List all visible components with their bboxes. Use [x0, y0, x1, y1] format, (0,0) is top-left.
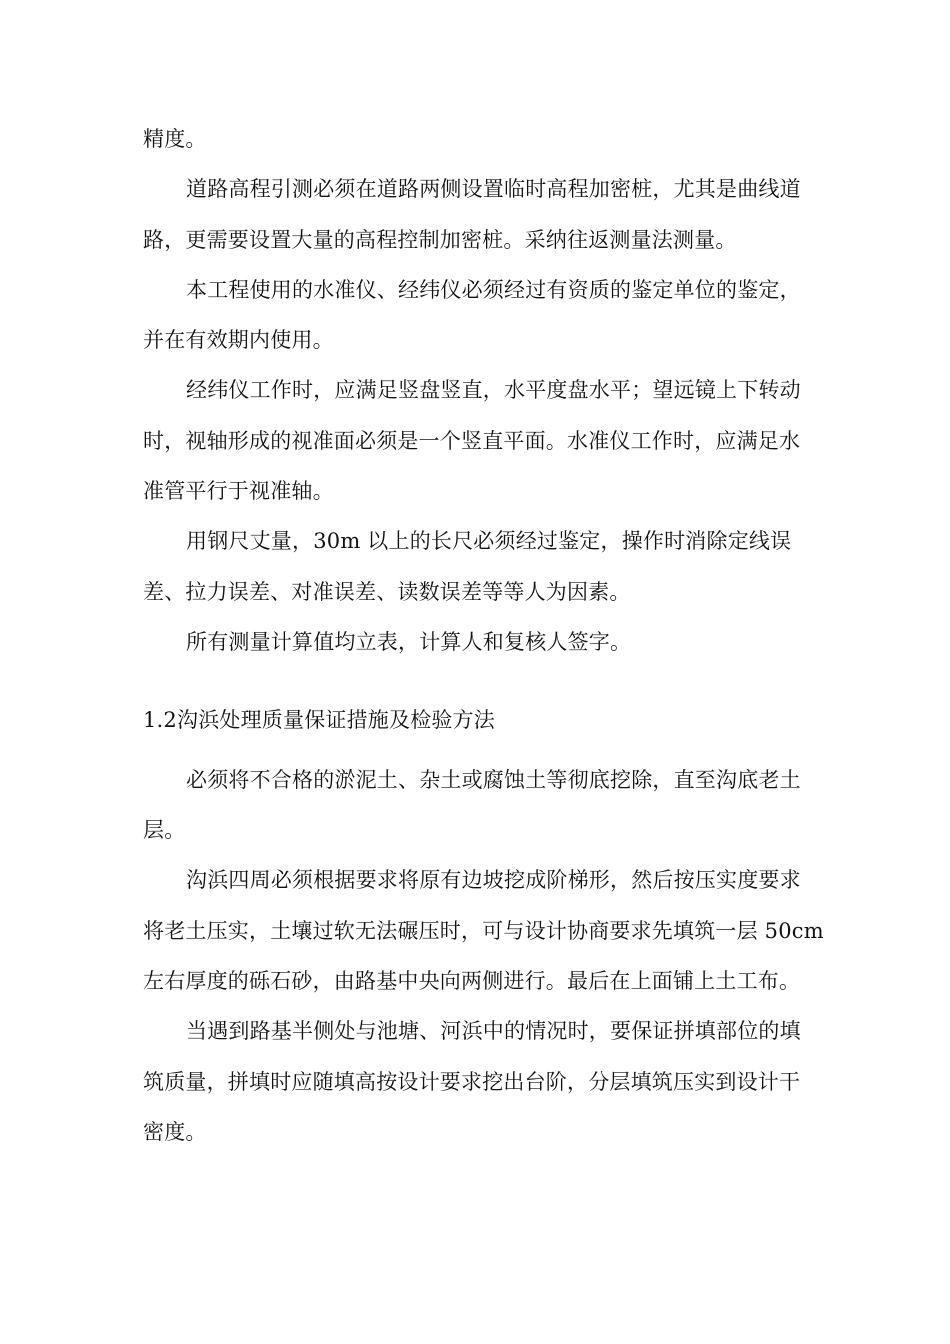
paragraph-line: 必须将不合格的淤泥土、杂土或腐蚀土等彻底挖除，直至沟底老土	[186, 768, 801, 792]
paragraph-line: 密度。	[143, 1120, 207, 1144]
paragraph-line: 所有测量计算值均立表，计算人和复核人签字。	[186, 630, 632, 654]
paragraph-line: 筑质量，拼填时应随填高按设计要求挖出台阶，分层填筑压实到设计干	[143, 1070, 801, 1094]
paragraph-line: 左右厚度的砾石砂，由路基中央向两侧进行。最后在上面铺上土工布。	[143, 969, 801, 993]
section-heading: 1.2沟浜处理质量保证措施及检验方法	[143, 708, 495, 732]
paragraph-line: 经纬仪工作时，应满足竖盘竖直，水平度盘水平；望远镜上下转动	[186, 378, 801, 402]
paragraph-line: 时，视轴形成的视准面必须是一个竖直平面。水准仪工作时，应满足水	[143, 429, 801, 453]
paragraph-line: 用钢尺丈量，30m 以上的长尺必须经过鉴定，操作时消除定线误	[186, 529, 792, 553]
paragraph-line: 本工程使用的水准仪、经纬仪必须经过有资质的鉴定单位的鉴定，	[186, 278, 801, 302]
paragraph-line: 准管平行于视准轴。	[143, 479, 334, 503]
paragraph-line: 将老土压实，土壤过软无法碾压时，可与设计协商要求先填筑一层 50cm	[143, 919, 824, 943]
paragraph-line: 沟浜四周必须根据要求将原有边坡挖成阶梯形，然后按压实度要求	[186, 868, 801, 892]
paragraph-line: 当遇到路基半侧处与池塘、河浜中的情况时，要保证拼填部位的填	[186, 1019, 801, 1043]
paragraph-line: 路，更需要设置大量的高程控制加密桩。采纳往返测量法测量。	[143, 228, 737, 252]
paragraph-line: 差、拉力误差、对准误差、读数误差等等人为因素。	[143, 580, 631, 604]
paragraph-line: 层。	[143, 818, 186, 842]
paragraph-line: 道路高程引测必须在道路两侧设置临时高程加密桩，尤其是曲线道	[186, 177, 801, 201]
paragraph-line: 精度。	[143, 127, 207, 151]
paragraph-line: 并在有效期内使用。	[143, 328, 334, 352]
